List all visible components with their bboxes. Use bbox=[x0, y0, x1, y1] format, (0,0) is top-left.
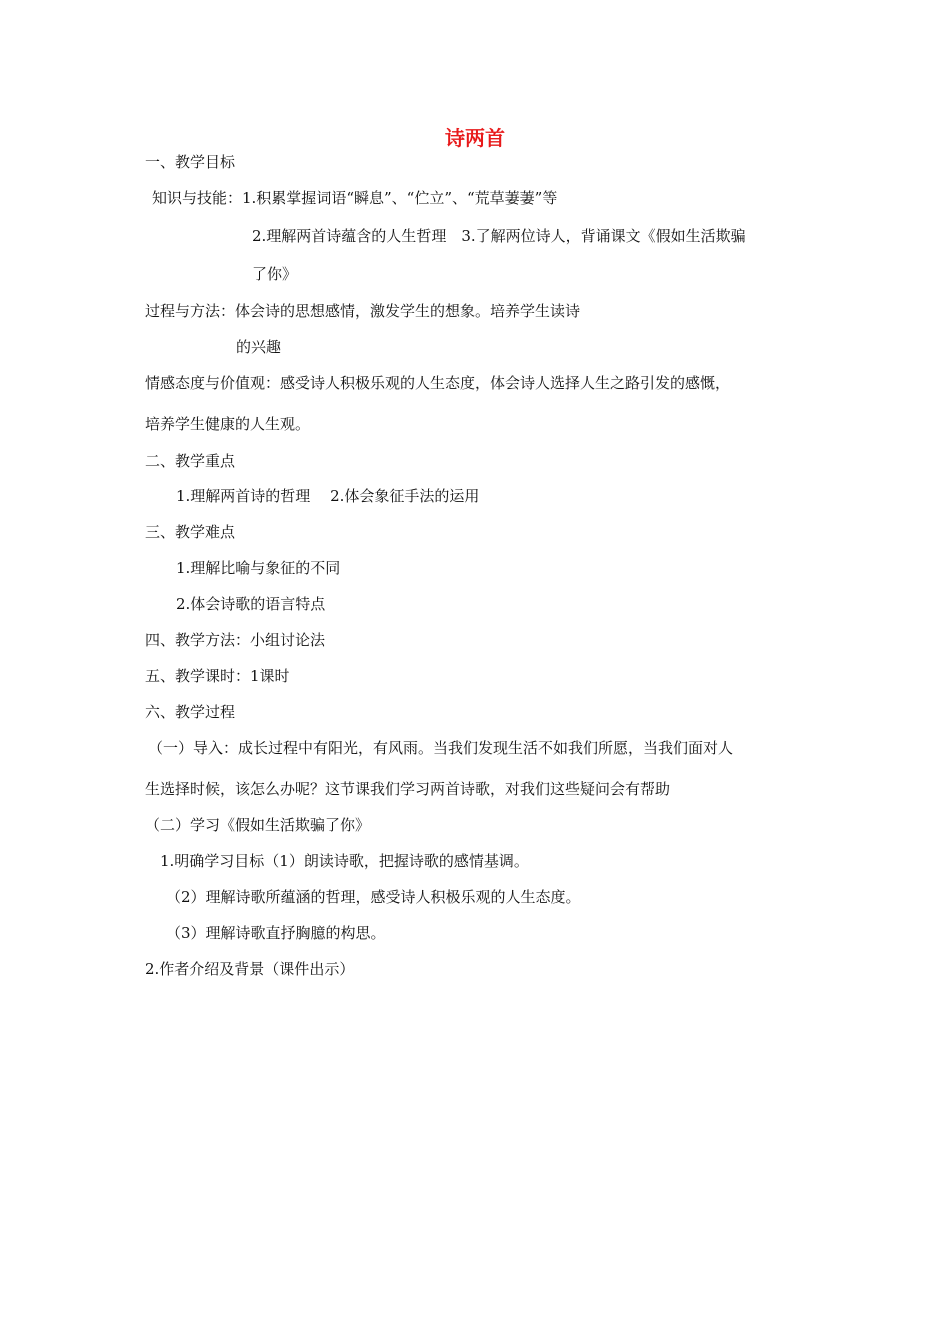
section-heading-process: 六、教学过程 bbox=[145, 703, 236, 721]
objective-process-method: 过程与方法：体会诗的思想感情，激发学生的想象。培养学生读诗 bbox=[145, 302, 581, 320]
process-intro: （一）导入：成长过程中有阳光，有风雨。当我们发现生活不如我们所愿，当我们面对人 bbox=[148, 739, 734, 757]
section-heading-key-points: 二、教学重点 bbox=[145, 452, 236, 470]
objective-process-method-cont: 的兴趣 bbox=[236, 338, 282, 356]
study-goal-2: （2）理解诗歌所蕴涵的哲理，感受诗人积极乐观的人生态度。 bbox=[166, 888, 581, 906]
section-class-hours: 五、教学课时：1课时 bbox=[145, 667, 290, 685]
objective-emotion-values-cont: 培养学生健康的人生观。 bbox=[145, 415, 311, 433]
process-study-heading: （二）学习《假如生活欺骗了你》 bbox=[145, 816, 371, 834]
difficulty-item-2: 2.体会诗歌的语言特点 bbox=[176, 595, 326, 613]
study-goal-1: 1.明确学习目标（1）朗读诗歌，把握诗歌的感情基调。 bbox=[160, 852, 529, 870]
document-title: 诗两首 bbox=[445, 126, 505, 150]
process-intro-cont: 生选择时候，该怎么办呢？这节课我们学习两首诗歌，对我们这些疑问会有帮助 bbox=[145, 780, 671, 798]
section-heading-difficulties: 三、教学难点 bbox=[145, 523, 236, 541]
objective-knowledge-skills: 知识与技能：1.积累掌握词语“瞬息”、“伫立”、“荒草萋萋”等 bbox=[152, 189, 558, 207]
key-points-list: 1.理解两首诗的哲理 2.体会象征手法的运用 bbox=[176, 487, 480, 505]
section-teaching-method: 四、教学方法：小组讨论法 bbox=[145, 631, 326, 649]
author-background: 2.作者介绍及背景（课件出示） bbox=[145, 960, 355, 978]
objective-knowledge-skills-cont: 2.理解两首诗蕴含的人生哲理 3.了解两位诗人，背诵课文《假如生活欺骗 bbox=[252, 227, 746, 245]
difficulty-item-1: 1.理解比喻与象征的不同 bbox=[176, 559, 341, 577]
objective-emotion-values: 情感态度与价值观：感受诗人积极乐观的人生态度，体会诗人选择人生之路引发的感慨， bbox=[145, 374, 731, 392]
study-goal-3: （3）理解诗歌直抒胸臆的构思。 bbox=[166, 924, 386, 942]
objective-knowledge-skills-cont2: 了你》 bbox=[252, 265, 298, 283]
section-heading-objectives: 一、教学目标 bbox=[145, 153, 236, 171]
